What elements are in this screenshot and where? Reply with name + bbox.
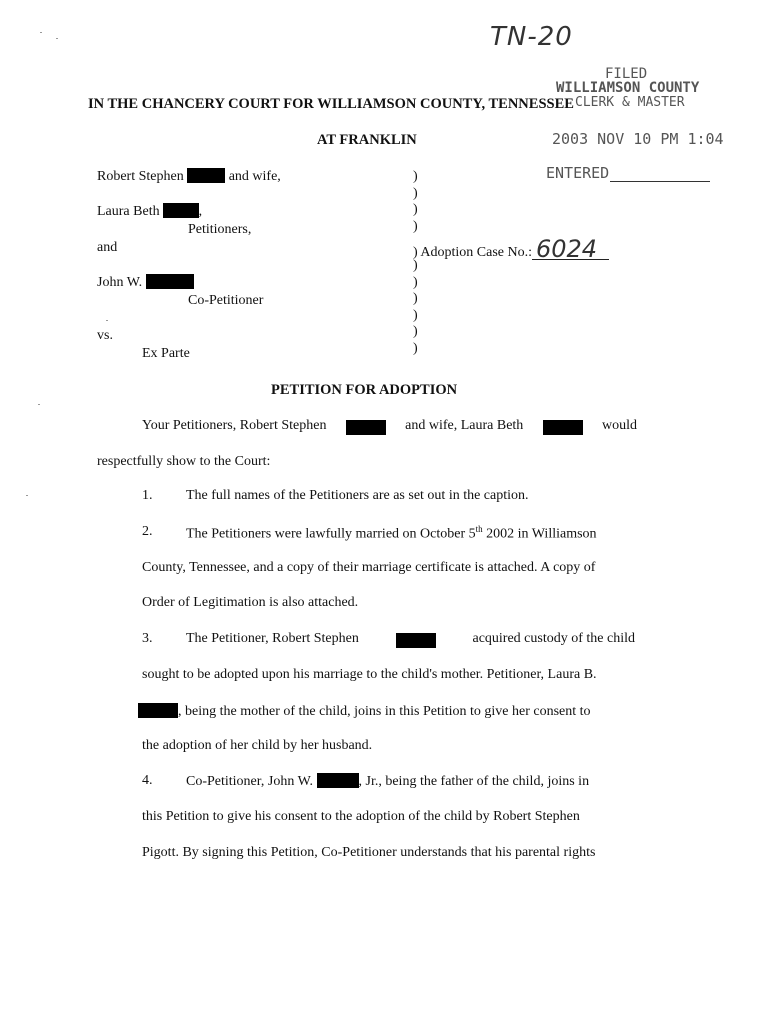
caption-bracket-bottom: ) ) ) ) ) ) — [413, 258, 418, 356]
court-heading: IN THE CHANCERY COURT FOR WILLIAMSON COUNTY, TENNESSEE — [88, 96, 574, 112]
redaction-block — [146, 274, 194, 289]
caption-and: and — [97, 240, 118, 255]
caption-vs: vs. — [97, 328, 113, 343]
filed-stamp-line3: CLERK & MASTER — [575, 95, 685, 110]
caption-petitioner2 — [97, 203, 202, 220]
redaction-block — [543, 420, 583, 435]
stray-dot — [106, 320, 108, 321]
para2-line1b: 2002 in Williamson — [482, 526, 597, 542]
scan-speck — [40, 32, 42, 33]
redaction-block — [317, 773, 359, 788]
para3-line1b: acquired custody of the child — [472, 631, 635, 646]
case-number-label: Adoption Case No.: — [420, 245, 532, 260]
entered-line — [610, 181, 710, 182]
intro-part2: and wife, Laura Beth — [405, 418, 524, 433]
caption-copetitioner-label: Co-Petitioner — [188, 293, 264, 308]
redaction-block — [138, 703, 178, 718]
redaction-block — [346, 420, 386, 435]
para3-line4: the adoption of her child by her husband. — [142, 738, 373, 753]
para4-line2: this Petition to give his consent to the adoption of the child by Robert Stephen — [142, 809, 580, 824]
caption-petitioners-label: Petitioners, — [188, 222, 252, 237]
caption-bracket-top: ) ) ) ) — [413, 169, 418, 234]
para4-line3: Pigott. By signing this Petition, Co-Petitioner understands that his parental rights — [142, 845, 596, 860]
intro-part1: Your Petitioners, Robert Stephen — [142, 418, 327, 433]
caption-case-line: ) Adoption Case No.: 6024 — [413, 239, 609, 261]
scan-speck — [56, 38, 58, 39]
handwritten-case-tag: TN-20 — [490, 22, 573, 52]
intro-line2: respectfully show to the Court: — [97, 454, 271, 469]
para3-line3-text: , being the mother of the child, joins in this Petition to give her consent to — [178, 704, 591, 719]
petitioner2-name: Laura Beth — [97, 204, 160, 219]
caption-petitioner1 — [97, 168, 281, 185]
scan-speck — [38, 404, 40, 405]
filed-stamp-date: 2003 NOV 10 PM 1:04 — [552, 130, 724, 148]
redaction-block — [396, 633, 436, 648]
para2-number: 2. — [142, 524, 153, 539]
intro-part3: would — [601, 418, 637, 433]
entered-stamp: ENTERED — [546, 164, 610, 182]
para4-number: 4. — [142, 773, 153, 788]
redaction-block — [187, 168, 225, 183]
document-title: PETITION FOR ADOPTION — [271, 382, 458, 398]
para1-text: The full names of the Petitioners are as set out in the caption. — [186, 488, 529, 503]
para3-line3 — [138, 703, 591, 720]
court-location: AT FRANKLIN — [317, 132, 417, 148]
para3-line2: sought to be adopted upon his marriage to the child's mother. Petitioner, Laura B. — [142, 667, 597, 682]
para3-line1a: The Petitioner, Robert Stephen — [186, 631, 359, 646]
para1-number: 1. — [142, 488, 153, 503]
para2-line1 — [186, 524, 597, 543]
para2-line2: County, Tennessee, and a copy of their marriage certificate is attached. A copy of — [142, 560, 596, 575]
para2-superscript: th — [475, 524, 483, 534]
filed-stamp-line2: WILLIAMSON COUNTY — [556, 80, 700, 96]
caption-copetitioner — [97, 274, 194, 291]
redaction-block — [163, 203, 199, 218]
petitioner2-suffix: , — [198, 204, 203, 219]
filed-stamp-line1: FILED — [605, 66, 648, 82]
petitioner1-suffix: and wife, — [228, 169, 281, 184]
caption-exparte: Ex Parte — [142, 346, 190, 361]
para4-line1b: , Jr., being the father of the child, joins in — [358, 774, 590, 789]
para2-line3: Order of Legitimation is also attached. — [142, 595, 359, 610]
para2-line1a: The Petitioners were lawfully married on October 5 — [186, 526, 476, 542]
scan-speck — [26, 495, 28, 496]
intro-line1 — [142, 418, 637, 435]
petitioner1-name: Robert Stephen — [97, 169, 184, 184]
copetitioner-name: John W. — [97, 275, 143, 290]
para3-line1 — [186, 631, 635, 648]
para3-number: 3. — [142, 631, 153, 646]
para4-line1a: Co-Petitioner, John W. — [186, 774, 313, 789]
para4-line1 — [186, 773, 589, 790]
case-number-handwritten: 6024 — [532, 239, 609, 260]
